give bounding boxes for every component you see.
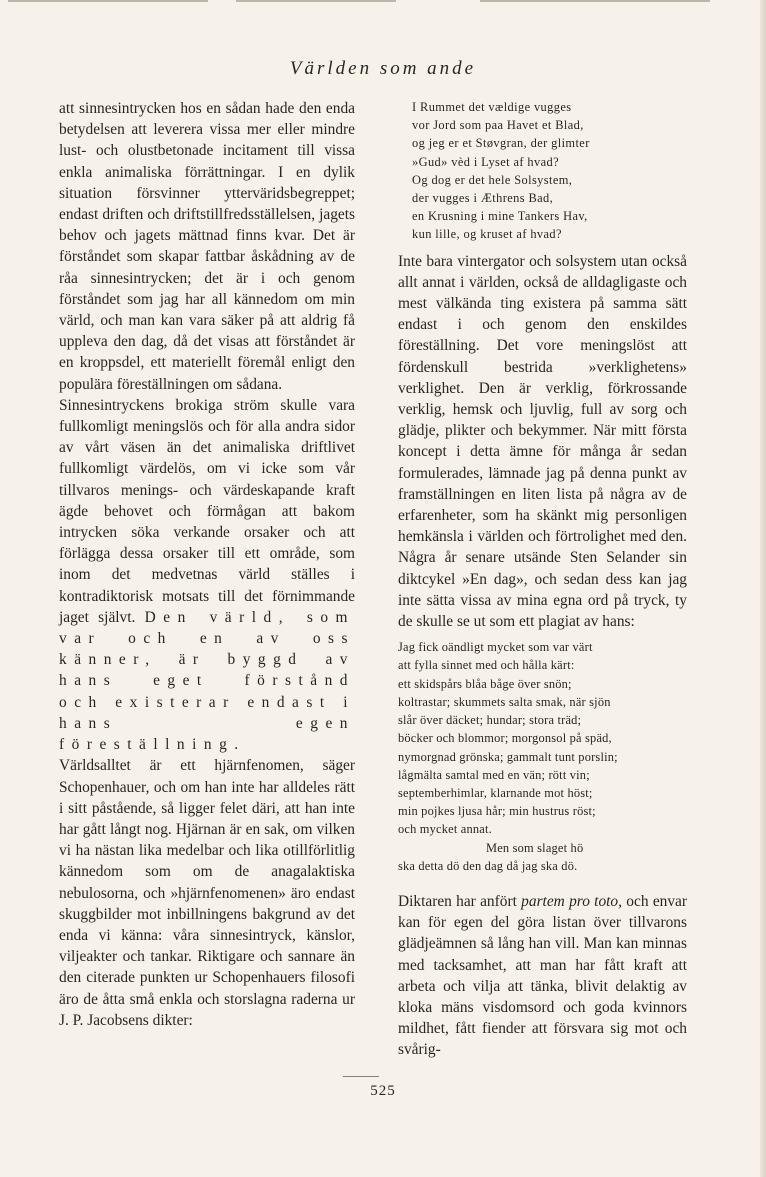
poem-line: kun lille, og kruset af hvad? [412,227,562,242]
page-edge-shadow [760,0,766,1177]
page-number: 525 [370,1083,396,1099]
poem-line: nymorgnad grönska; gammalt tunt porslin; [398,749,618,764]
poem-line: og jeg er et Støvgran, der glimter [412,136,590,151]
left-paragraph-2-text: Sinnesintryckens brokiga ström skulle vara fullkomligt meningslös och för alla andra sidor av vårt väsen än det animaliska driftlivet fullkomligt värdelös, om vi icke som vår tillvaros menings- och värdeskapande kraft ägde behovet och förmågan att bakom intrycken söka verkande orsaker och att förlägga dessa orsaker till ett område, som inom det medvetnas värld ställes i kontradiktorisk motsats till det förnimmande jaget självt. [59,396,355,626]
poem-line: en Krusning i mine Tankers Hav, [412,209,588,224]
left-paragraph-2 [59,395,355,755]
latin-phrase: partem pro toto, [521,892,622,910]
poem-line: och mycket annat. [398,822,492,837]
left-paragraph-1: att sinnesintrycken hos en sådan hade den enda betydelsen att leverera vissa mer eller mindre lust- och olustbetonade incitament till vissa enkla animaliska förrättningar. I en dylik situation försvinner ytterväridsbegreppet; endast driften och driftstillfredsställelsen, jagets behov och jagets mättnad finns kvar. Det är förståndet som skapar fattbar åskådning av de råa sinnesintrycken; det är i och genom förståndet som jag har all kännedom om min värld, och man kan vara säker på att aldrig få uppleva den dag, då det visas att förståndet är en kroppsdel, ett materiellt föremål enligt den populära föreställningen om sådana. [59,100,355,393]
poem-line: I Rummet det vældige vugges [412,100,572,114]
poem-line: Jag fick oändligt mycket som var värt [398,640,593,655]
poem-line: vor Jord som paa Havet et Blad, [412,118,584,133]
left-column [59,98,355,1031]
top-edge-rule [8,0,208,2]
poem-line: slår över däcket; hundar; stora träd; [398,713,582,728]
poem-line: Men som slaget hö [486,840,584,855]
right-paragraph-2-rest: och envar kan för egen del göra listan över tillvarons glädjeämnen så lång han vill. Man kan minnas med tacksamhet, att man har fått kraft att arbeta och vilja att tänka, blivit delaktig av kloka mäns visdomsord och goda kvinnors mildhet, fått fiender att försvara sig mot och svårig- [398,892,687,1059]
right-paragraph-2-text: Diktaren har anfört [398,892,517,910]
top-edge-rule [236,0,396,2]
jacobsen-poem [412,98,687,244]
footer-rule [343,1076,379,1077]
poem-line: koltrastar; skummets salta smak, när sjön [398,694,611,709]
top-edge-rule [480,0,710,2]
poem-line: der vugges i Æthrens Bad, [412,191,554,206]
poem-line: ett skidspårs blåa båge över snön; [398,676,572,691]
poem-line: »Gud» vèd i Lyset af hvad? [412,154,560,169]
poem-line: att fylla sinnet med och hålla kärt: [398,658,575,673]
poem-line: böcker och blommor; morgonsol på späd, [398,731,612,746]
left-paragraph-2-spaced-emphasis: Den värld, som var och en av oss känner, är byggd av hans eget förstånd och existerar endast i hans egen föreställning. [59,608,355,754]
poem-line: ska detta dö den dag då jag ska dö. [398,858,578,873]
left-paragraph-3: Världsalltet är ett hjärnfenomen, säger Schopenhauer, och om han inte har alldeles rätt i sitt påstående, så ligger felet däri, att han inte har gått långt nog. Hjärnan är en sak, om vilken vi ha nästan lika medelbar och lika otillförlitlig kännedom som om de anagalaktiska nebulosorna, och »hjärnfenomenen» äro endast skuggbilder mot inbillningens bakgrund av det enda vi känna: våra sinnesintryck, känslor, viljeakter och tankar. Riktigare och sannare än den citerade punkten ur Schopenhauers filosofi äro de åtta små enkla och storslagna raderna ur J. P. Jacobsens dikter: [59,757,355,1029]
poem-line: septemberhimlar, klarnande mot höst; [398,785,593,800]
poem-line: lågmälta samtal med en vän; rött vin; [398,767,590,782]
right-column [398,98,687,1061]
poem-line: Og dog er det hele Solsystem, [412,172,573,187]
poem-line: min pojkes ljusa hår; min hustrus röst; [398,804,596,819]
selander-poem [398,638,687,875]
right-paragraph-2 [398,891,687,1061]
right-paragraph-1: Inte bara vintergator och solsystem utan också allt annat i världen, också de alldagligaste och mest välkända ting existera på samma sätt endast i och genom den enskildes föreställning. Det vore meningslöst att fördenskull bestrida »verklighetens» verklighet. Den är verklig, förkrossande verklig, hemsk och ljuvlig, full av sorg och glädje, plikter och bekymmer. När mitt första koncept i detta ämne för många år sedan formulerades, lämnade jag på denna punkt av framställningen en liten lista på några av de erfarenheter, som ha skänkt mig personligen hemkänsla i världen och förtrolighet med den. Några år senare utsände Sten Selander sin diktcykel »En dag», och sedan dess kan jag inte sätta vissa av mina egna ord på tryck, ty de skulle se ut som ett plagiat av hans: [398,252,687,631]
running-head: Världen som ande [289,58,477,79]
